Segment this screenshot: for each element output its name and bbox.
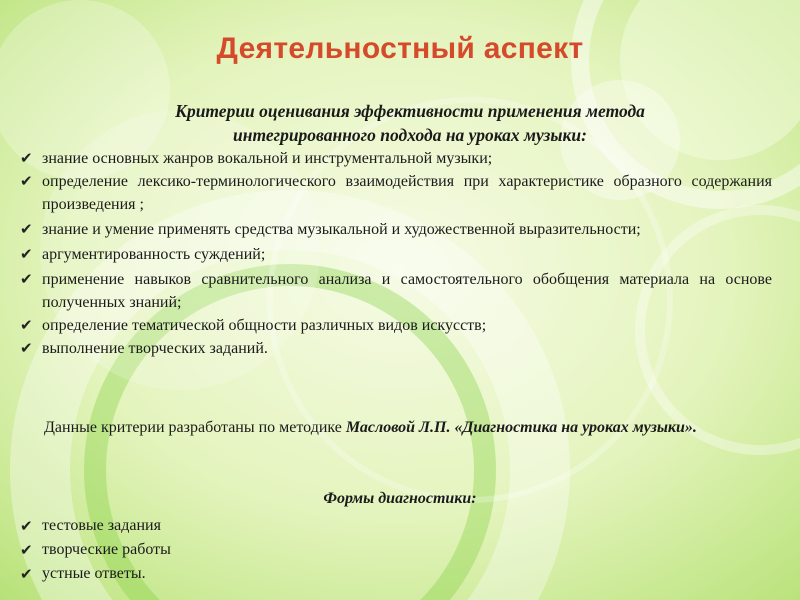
list-item	[20, 337, 772, 360]
criteria-list	[20, 147, 772, 360]
list-item	[20, 562, 772, 586]
list-item	[20, 538, 772, 562]
check-mark-icon: ✔	[20, 220, 33, 238]
check-mark-icon: ✔	[20, 316, 33, 334]
criteria-heading-line-2: интегрированного подхода на уроках музыки:	[233, 125, 587, 145]
check-mark-icon: ✔	[20, 565, 33, 583]
criterion-text: определение тематической общности различных видов искусств;	[42, 317, 487, 334]
criterion-text: знание основных жанров вокальной и инструментальной музыки;	[42, 150, 493, 167]
check-mark-icon: ✔	[20, 339, 33, 357]
check-mark-icon: ✔	[20, 541, 33, 559]
slide-title: Деятельностный аспект	[216, 32, 584, 65]
list-item	[20, 147, 772, 170]
criteria-heading	[40, 99, 780, 147]
list-item	[20, 514, 772, 538]
check-mark-icon: ✔	[20, 172, 33, 190]
form-text: устные ответы.	[42, 565, 146, 582]
list-item	[20, 218, 772, 241]
list-item	[20, 243, 772, 266]
forms-list	[20, 514, 772, 586]
methodology-note	[22, 415, 774, 440]
criterion-text: применение навыков сравнительного анализа и самостоятельного обобщения материала на основе полученных знаний;	[42, 271, 772, 311]
note-text: Данные критерии разработаны по методике	[44, 419, 346, 436]
criterion-text: знание и умение применять средства музыкальной и художественной выразительности;	[42, 221, 641, 238]
check-mark-icon: ✔	[20, 245, 33, 263]
forms-heading: Формы диагностики:	[323, 490, 477, 507]
check-mark-icon: ✔	[20, 149, 33, 167]
check-mark-icon: ✔	[20, 517, 33, 535]
list-item	[20, 268, 772, 314]
criterion-text: аргументированность суждений;	[42, 246, 266, 263]
list-item	[20, 314, 772, 337]
criterion-text: выполнение творческих заданий.	[42, 340, 268, 357]
check-mark-icon: ✔	[20, 270, 33, 288]
form-text: тестовые задания	[42, 517, 161, 534]
note-source: Масловой Л.П. «Диагностика на уроках музыки».	[345, 419, 697, 436]
form-text: творческие работы	[42, 541, 171, 558]
criterion-text: определение лексико-терминологического взаимодействия при характеристике образного содержания произведения ;	[42, 173, 772, 213]
list-item	[20, 170, 772, 216]
criteria-heading-line-1: Критерии оценивания эффективности применения метода	[175, 101, 645, 121]
